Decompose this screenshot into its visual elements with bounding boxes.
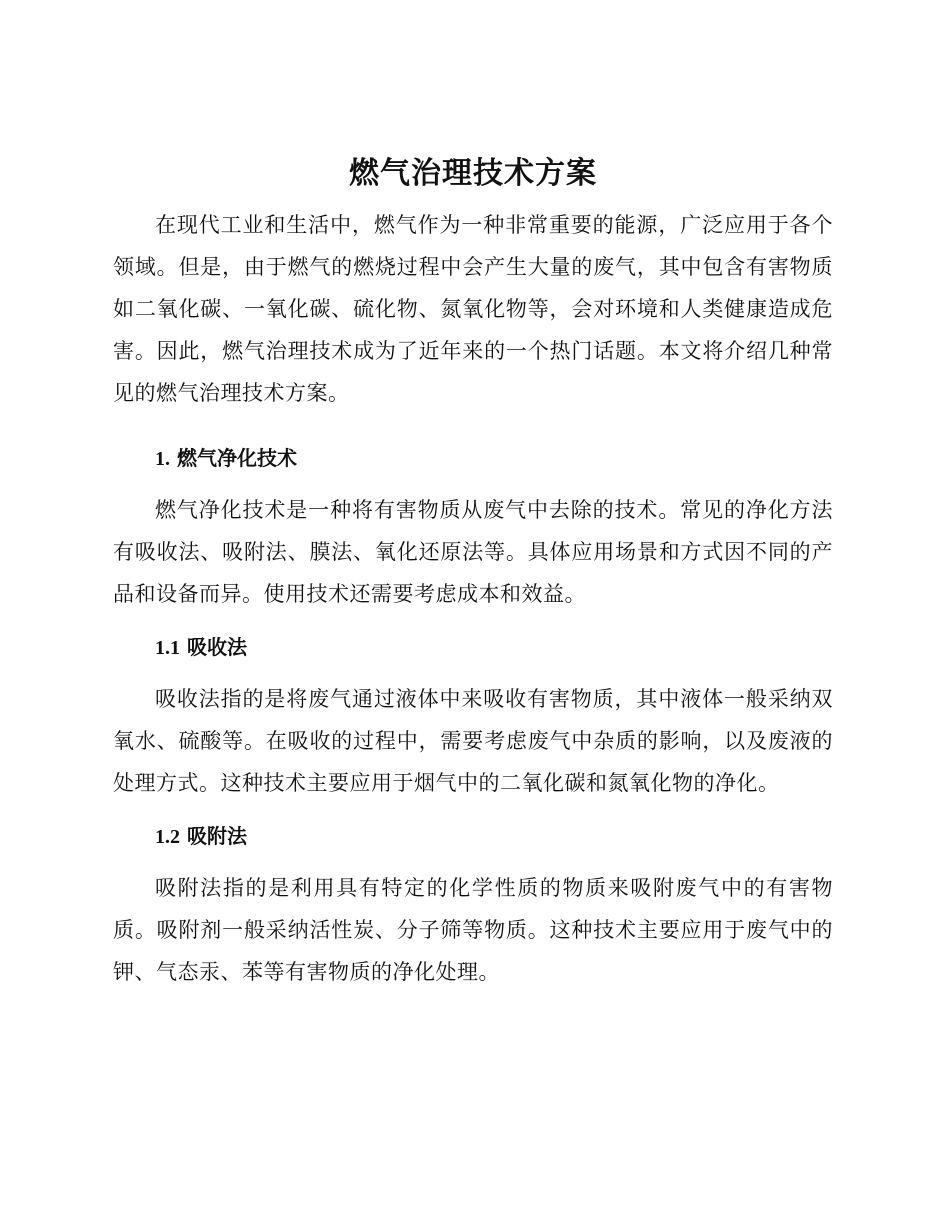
section-heading-1-2 — [155, 816, 833, 857]
section-number-1-2: 1.2 — [155, 826, 180, 848]
section-body-1-2: 吸附法指的是利用具有特定的化学性质的物质来吸附废气中的有害物质。吸附剂一般采纳活性炭、分子筛等物质。这种技术主要应用于废气中的钾、气态汞、苯等有害物质的净化处理。 — [113, 876, 833, 984]
section-spacer — [113, 414, 833, 426]
section-body-1-1: 吸收法指的是将废气通过液体中来吸收有害物质，其中液体一般采纳双氧水、硫酸等。在吸收的过程中，需要考虑废气中杂质的影响，以及废液的处理方式。这种技术主要应用于烟气中的二氧化碳和氮氧化物的净化。 — [113, 687, 833, 795]
section-number-1-1: 1.1 — [155, 637, 180, 659]
section-title-1-2: 吸附法 — [186, 824, 247, 848]
section-title-1: 燃气净化技术 — [176, 446, 297, 470]
section-heading-1 — [155, 438, 833, 479]
intro-paragraph: 在现代工业和生活中，燃气作为一种非常重要的能源，广泛应用于各个领域。但是，由于燃气的燃烧过程中会产生大量的废气，其中包含有害物质如二氧化碳、一氧化碳、硫化物、氮氧化物等，会对环境和人类健康造成危害。因此，燃气治理技术成为了近年来的一个热门话题。本文将介绍几种常见的燃气治理技术方案。 — [113, 213, 833, 405]
section-title-1-1: 吸收法 — [186, 635, 247, 659]
document-content — [113, 150, 833, 993]
section-number-1: 1. — [155, 448, 170, 470]
document-title: 燃气治理技术方案 — [349, 156, 597, 191]
section-body-1: 燃气净化技术是一种将有害物质从废气中去除的技术。常见的净化方法有吸收法、吸附法、膜法、氧化还原法等。具体应用场景和方式因不同的产品和设备而异。使用技术还需要考虑成本和效益。 — [113, 498, 833, 606]
section-heading-1-1 — [155, 627, 833, 668]
